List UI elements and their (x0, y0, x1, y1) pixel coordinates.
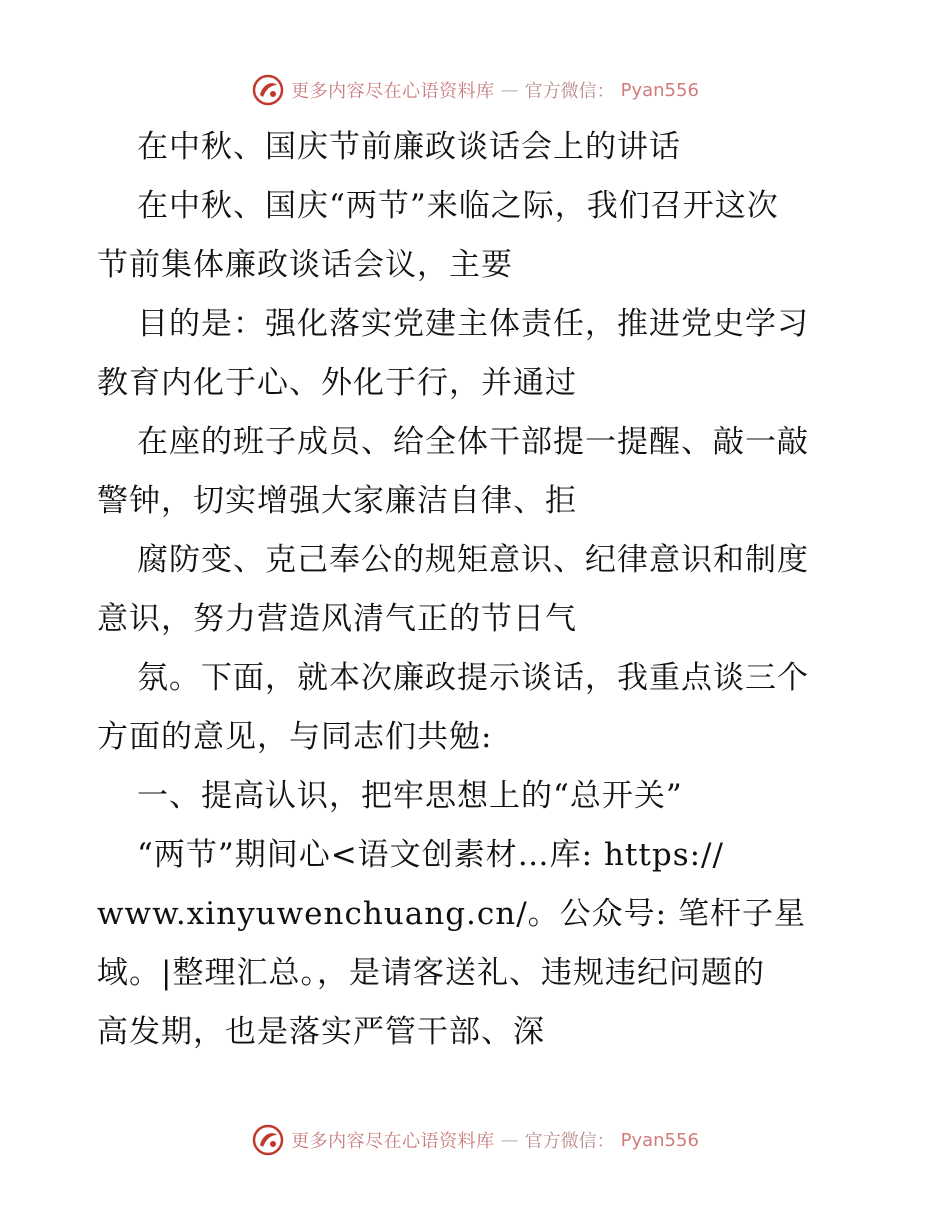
logo-icon (251, 1123, 285, 1157)
document-title: 在中秋、国庆节前廉政谈话会上的讲话 (137, 129, 681, 165)
footer-banner (251, 1123, 699, 1157)
paragraph-line: 在座的班子成员、给全体干部提一提醒、敲一敲 (137, 424, 809, 460)
footer-brand-text: 更多内容尽在心语资料库 (291, 1131, 495, 1152)
paragraph-line: 目的是：强化落实党建主体责任，推进党史学习 (137, 306, 809, 342)
paragraph-line: 域。|整理汇总。，是请客送礼、违规违纪问题的 (97, 955, 765, 991)
paragraph-line: www.xinyuwenchuang.cn/。公众号: 笔杆子星 (97, 896, 806, 932)
page-header (0, 70, 950, 110)
header-wechat-label: 官方微信： (524, 81, 615, 102)
page-footer (0, 1120, 950, 1160)
paragraph-line: 警钟，切实增强大家廉洁自律、拒 (97, 483, 577, 519)
paragraph-line: 腐防变、克己奉公的规矩意识、纪律意识和制度 (137, 542, 809, 578)
footer-wechat-label: 官方微信： (524, 1131, 615, 1152)
header-brand-text: 更多内容尽在心语资料库 (291, 81, 495, 102)
paragraph-line: 氛。下面，就本次廉政提示谈话，我重点谈三个 (137, 660, 809, 696)
document-body (97, 118, 857, 1062)
paragraph-line: 节前集体廉政谈话会议，主要 (97, 247, 513, 283)
header-banner (251, 73, 699, 107)
paragraph-line: 方面的意见，与同志们共勉: (97, 719, 493, 755)
paragraph-line: 在中秋、国庆“两节”来临之际，我们召开这次 (137, 188, 779, 224)
header-separator: — (500, 79, 519, 101)
paragraph-line: 意识，努力营造风清气正的节日气 (97, 601, 577, 637)
footer-wechat-id: Pyan556 (620, 1129, 699, 1151)
paragraph-line: 教育内化于心、外化于行，并通过 (97, 365, 577, 401)
paragraph-line: “两节”期间心<语文创素材…库: https:// (137, 837, 724, 873)
logo-icon (251, 73, 285, 107)
paragraph-line: 高发期，也是落实严管干部、深 (97, 1014, 545, 1050)
section-heading: 一、提高认识，把牢思想上的“总开关” (137, 778, 683, 814)
footer-separator: — (500, 1129, 519, 1151)
header-wechat-id: Pyan556 (620, 79, 699, 101)
